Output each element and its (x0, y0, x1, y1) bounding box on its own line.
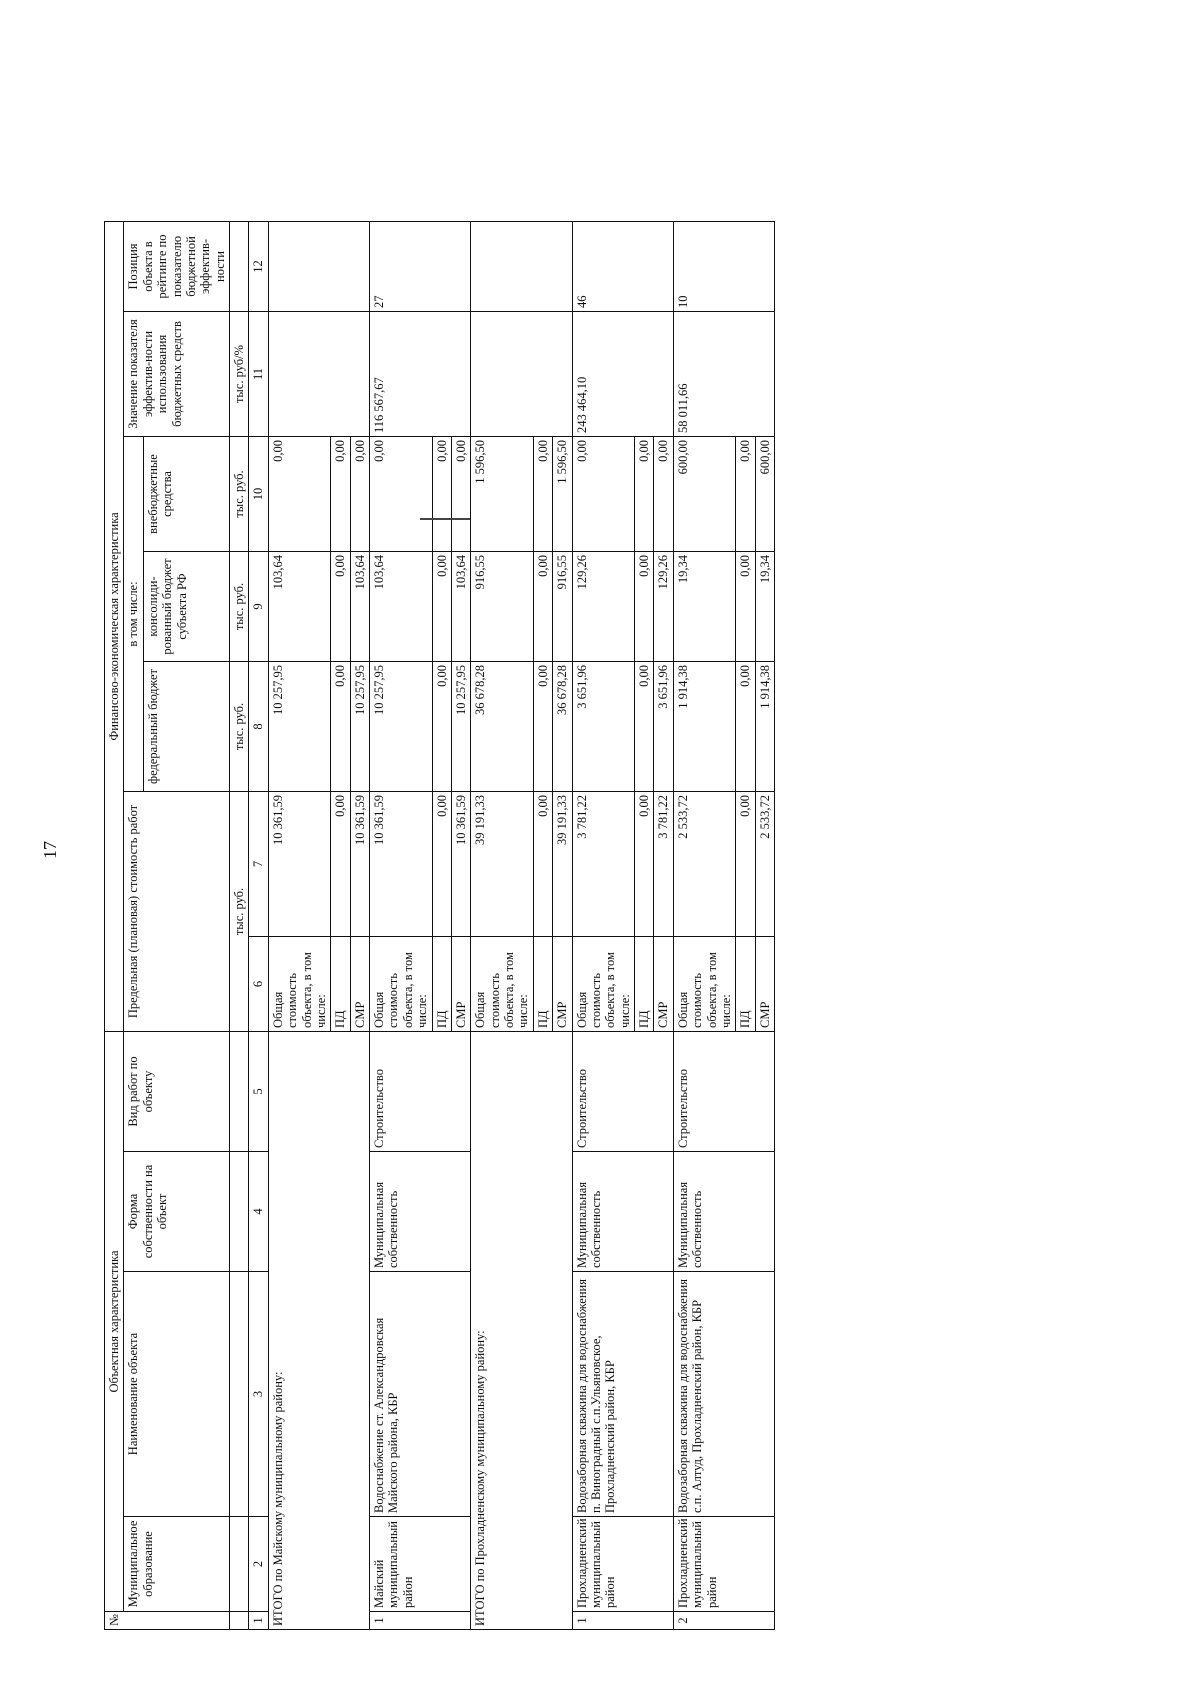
cost-line-label: СМР (553, 937, 572, 1032)
cost-federal: 10 257,95 (370, 662, 433, 792)
cost-federal: 10 257,95 (350, 662, 369, 792)
cost-line-label: СМР (350, 937, 369, 1032)
cost-line-label: СМР (654, 937, 673, 1032)
cost-federal: 3 651,96 (572, 662, 635, 792)
rank-empty (471, 221, 572, 311)
col-num: 7 (249, 792, 268, 937)
cost-total: 10 361,59 (451, 792, 470, 937)
item-object-name: Водоснабжение ст. Александровская Майского района, КБР (370, 1272, 471, 1517)
unit-cost: тыс. руб. (230, 792, 249, 1032)
rank-empty (268, 221, 369, 311)
cost-regional: 0,00 (736, 552, 755, 662)
cost-regional: 19,34 (673, 552, 736, 662)
item-number: 1 (370, 1612, 471, 1630)
cost-line-label: Общая стоимость объекта, в том числе: (471, 937, 534, 1032)
cost-line-label: СМР (755, 937, 774, 1032)
cost-federal: 0,00 (635, 662, 654, 792)
unit-extra: тыс. руб. (230, 437, 249, 552)
col-num: 3 (249, 1272, 268, 1517)
cost-extra: 0,00 (451, 437, 470, 552)
cost-extra: 0,00 (635, 437, 654, 552)
cost-line-label: ПД (331, 937, 350, 1032)
col-num: 10 (249, 437, 268, 552)
cost-regional: 0,00 (635, 552, 654, 662)
cost-federal: 0,00 (533, 662, 552, 792)
header-extra: внебюджетные средства (143, 437, 229, 552)
cost-regional: 916,55 (553, 552, 572, 662)
unit-federal: тыс. руб. (230, 662, 249, 792)
item-number: 2 (673, 1612, 774, 1630)
cost-extra: 0,00 (533, 437, 552, 552)
header-indicator: Значение показателя эффектив-ности использования бюджетных средств (124, 312, 230, 437)
cost-total: 39 191,33 (471, 792, 534, 937)
cost-extra: 0,00 (736, 437, 755, 552)
cost-extra: 0,00 (331, 437, 350, 552)
cost-extra: 0,00 (654, 437, 673, 552)
section-title: ИТОГО по Прохладненскому муниципальному району: (471, 1032, 572, 1630)
item-work-type: Строительство (673, 1032, 774, 1152)
cost-extra: 0,00 (350, 437, 369, 552)
table-row (572, 69, 635, 1629)
item-object-name: Водозаборная скважина для водоснабжения п. Виноградный с.п.Ульяновское, Прохладненский район, КБР (572, 1272, 673, 1517)
header-federal: федеральный бюджет (143, 662, 229, 792)
unit-indicator: тыс. руб/% (230, 312, 249, 437)
cost-line-label: ПД (432, 937, 451, 1032)
cost-regional: 0,00 (331, 552, 350, 662)
header-object-name: Наименование объекта (124, 1272, 230, 1517)
cost-extra: 0,00 (572, 437, 635, 552)
indicator-empty (268, 312, 369, 437)
item-municipality: Прохладненский муниципальный район (572, 1517, 673, 1612)
item-ownership: Муниципальная собственность (673, 1152, 774, 1272)
header-object-group: Объектная характеристика (105, 1032, 124, 1612)
cost-regional: 103,64 (350, 552, 369, 662)
col-num: 9 (249, 552, 268, 662)
header-regional: консолиди-рованный бюджет субъекта РФ (143, 552, 229, 662)
page-number: 17 (40, 841, 60, 859)
item-municipality: Прохладненский муниципальный район (673, 1517, 774, 1612)
cost-federal: 1 914,38 (755, 662, 774, 792)
cost-line-label: Общая стоимость объекта, в том числе: (370, 937, 433, 1032)
cost-total: 0,00 (736, 792, 755, 937)
cost-total: 10 361,59 (370, 792, 433, 937)
cost-extra: 0,00 (268, 437, 331, 552)
item-object-name: Водозаборная скважина для водоснабжения с.п. Алтуд, Прохладненский район, КБР (673, 1272, 774, 1517)
item-rank: 27 (370, 221, 471, 311)
col-num: 2 (249, 1517, 268, 1612)
column-numbers-row (249, 69, 268, 1629)
cost-regional: 103,64 (451, 552, 470, 662)
cost-total: 2 533,72 (673, 792, 736, 937)
item-work-type: Строительство (572, 1032, 673, 1152)
cost-federal: 10 257,95 (451, 662, 470, 792)
cost-line-label: ПД (635, 937, 654, 1032)
unit-regional: тыс. руб. (230, 552, 249, 662)
cost-total: 0,00 (635, 792, 654, 937)
cost-regional: 0,00 (432, 552, 451, 662)
col-num: 6 (249, 937, 268, 1032)
col-num: 8 (249, 662, 268, 792)
cost-line-label: Общая стоимость объекта, в том числе: (572, 937, 635, 1032)
header-incl: в том числе: (124, 437, 143, 792)
cost-extra: 600,00 (673, 437, 736, 552)
cost-extra: 1 596,50 (553, 437, 572, 552)
cost-regional: 103,64 (370, 552, 433, 662)
header-no: № (105, 1612, 230, 1630)
cost-extra: 1 596,50 (471, 437, 534, 552)
item-ownership: Муниципальная собственность (572, 1152, 673, 1272)
col-num: 11 (249, 312, 268, 437)
scan-mark (420, 518, 470, 520)
cost-line-label: ПД (736, 937, 755, 1032)
col-num: 12 (249, 221, 268, 311)
cost-line-label: ПД (533, 937, 552, 1032)
header-rank: Позиция объекта в рейтинге по показателю бюджетной эффектив-ности (124, 221, 230, 311)
cost-total: 2 533,72 (755, 792, 774, 937)
table-body (268, 69, 774, 1629)
header-work-type: Вид работ по объекту (124, 1032, 230, 1152)
cost-federal: 10 257,95 (268, 662, 331, 792)
cost-federal: 0,00 (331, 662, 350, 792)
item-ownership: Муниципальная собственность (370, 1152, 471, 1272)
objects-table (104, 69, 775, 1630)
cost-regional: 129,26 (572, 552, 635, 662)
item-municipality: Майский муниципальный район (370, 1517, 471, 1612)
cost-total: 0,00 (331, 792, 350, 937)
header-municipality: Муниципальное образование (124, 1517, 230, 1612)
item-number: 1 (572, 1612, 673, 1630)
header-ownership: Форма собственности на объект (124, 1152, 230, 1272)
section-total-row (268, 69, 331, 1629)
cost-total: 39 191,33 (553, 792, 572, 937)
cost-federal: 0,00 (432, 662, 451, 792)
cost-total: 3 781,22 (572, 792, 635, 937)
cost-federal: 0,00 (736, 662, 755, 792)
item-rank: 46 (572, 221, 673, 311)
cost-federal: 36 678,28 (553, 662, 572, 792)
col-num: 5 (249, 1032, 268, 1152)
indicator-empty (471, 312, 572, 437)
cost-total: 10 361,59 (350, 792, 369, 937)
item-work-type: Строительство (370, 1032, 471, 1152)
col-num: 1 (249, 1612, 268, 1630)
cost-line-label: Общая стоимость объекта, в том числе: (268, 937, 331, 1032)
cost-federal: 3 651,96 (654, 662, 673, 792)
cost-extra: 0,00 (432, 437, 451, 552)
table-row (370, 69, 433, 1629)
rotated-sheet (40, 70, 920, 1630)
cost-total: 0,00 (432, 792, 451, 937)
table-row (673, 69, 736, 1629)
item-indicator: 243 464,10 (572, 312, 673, 437)
cost-total: 0,00 (533, 792, 552, 937)
item-indicator: 58 011,66 (673, 312, 774, 437)
cost-extra: 600,00 (755, 437, 774, 552)
cost-federal: 36 678,28 (471, 662, 534, 792)
cost-total: 3 781,22 (654, 792, 673, 937)
cost-regional: 0,00 (533, 552, 552, 662)
cost-line-label: Общая стоимость объекта, в том числе: (673, 937, 736, 1032)
cost-regional: 916,55 (471, 552, 534, 662)
section-title: ИТОГО по Майскому муниципальному району: (268, 1032, 369, 1630)
item-rank: 10 (673, 221, 774, 311)
col-num: 4 (249, 1152, 268, 1272)
cost-federal: 1 914,38 (673, 662, 736, 792)
cost-line-label: СМР (451, 937, 470, 1032)
header-limit-cost: Предельная (плановая) стоимость работ (124, 792, 230, 1032)
cost-regional: 103,64 (268, 552, 331, 662)
cost-regional: 19,34 (755, 552, 774, 662)
cost-total: 10 361,59 (268, 792, 331, 937)
item-indicator: 116 567,67 (370, 312, 471, 437)
cost-extra: 0,00 (370, 437, 433, 552)
header-finance-group: Финансово-экономическая характеристика (105, 221, 124, 1031)
section-total-row (471, 69, 534, 1629)
cost-regional: 129,26 (654, 552, 673, 662)
